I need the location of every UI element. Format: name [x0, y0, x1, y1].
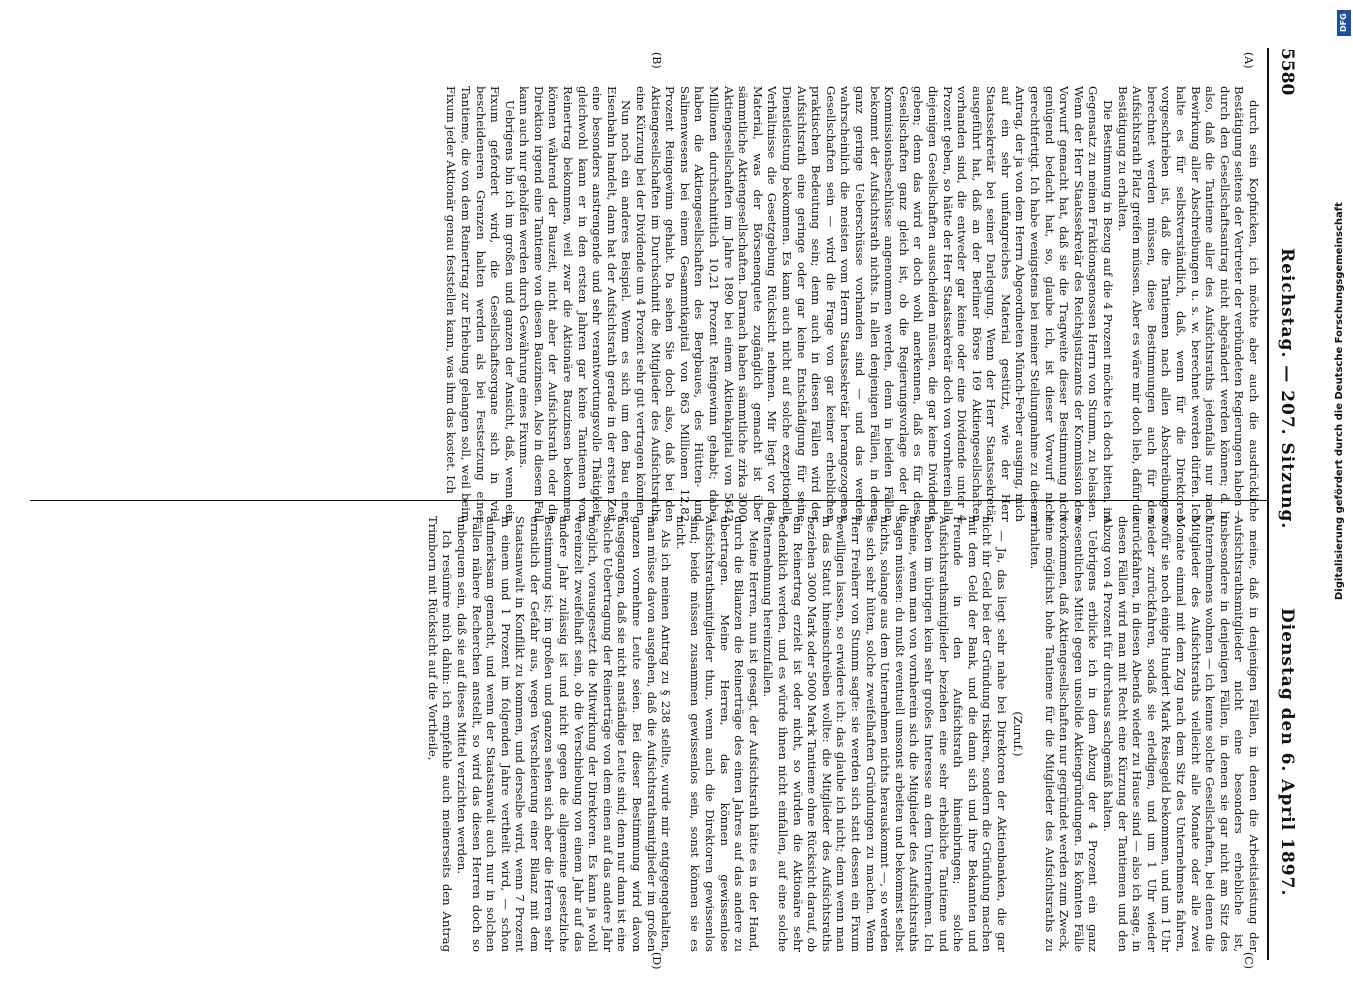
column-divider: [30, 500, 1267, 501]
right-column: [28, 516, 1261, 952]
left-column: [28, 86, 1261, 522]
paragraph: Als ich meinen Antrag zu § 238 stellte, wurde mir entgegengehalten, man müsse davon ausgehen, daß die Aufsichtsrathsmitglieder im großen ganzen vornehme Leute seien. Bei dieser Bestimmung wird davon ausgegangen, daß sie nicht anständige Leute sind; denn nur dann ist eine solche Uebertragung der Reinerträge von dem einen auf das andere Jahr möglich, vorausgesetzt die Mitwirkung der Direktoren. Es kann ja wohl vereinzelt zweifelhaft sein, ob die Verschiebung von einem Jahr auf das andere Jahr zulässig ist und nicht gegen die allgemeine gesetzliche Bestimmung ist; im großen und ganzen sehen sich aber die Herren sehr ernstlich der Gefahr aus, wegen Verschleierung einer Bilanz mit dem Staatsanwalt in Konflikt zu kommen, und derselbe wird, wenn 7 Prozent in einem und 1 Prozent im folgenden Jahre vertheilt wird, — schon aufmerksam gemacht, und wenn der Staatsanwalt auch nur in solchen Fällen nähere Recherchen anstellt, so wird das diesen Herren doch so unbequem sein, daß sie auf dieses Mittel verzichten werden.: [454, 516, 674, 952]
paragraph: Die Bestimmung in Bezug auf die 4 Prozent möchte ich doch bitten, im Gegensatz zu meinen Fraktionsgenossen Herrn von Stumm, zu belassen. Wenn der Herr Staatssekretär des Reichsjustizamts der Kommission den Vorwurf gemacht hat, daß sie die Tragweite dieser Bestimmung nicht genügend bedacht hat, so, glaube ich, ist dieser Vorwurf nicht gerechtfertigt. Ich habe wenigstens bei meiner Stellungnahme zu diesem Antrag, der ja von dem Herrn Abgeordneten Münch-Ferber ausging, mich auf ein sehr umfangreiches Material gestützt, wie der Herr Staatssekretär bei seiner Darlegung. Wenn der Herr Staatssekretär ausgeführt hat, daß an der Berliner Börse 169 Aktiengesellschaften vorhanden sind, die entweder gar keine oder eine Dividende unter 4 Prozent geben, so hätte der Herr Staatssekretär doch von vornherein alle diejenigen Gesellschaften ausscheiden müssen, die gar keine Dividende geben; denn das wird er doch wohl anerkennen, daß es für diese Gesellschaften ganz gleich ist, ob die Regierungsvorlage oder die Kommissionsbeschlüsse angenommen werden, denn in beiden Fällen bekommt der Aufsichtsrath nichts. In allen denjenigen Fällen, in denen ganz geringe Ueberschüsse vorhanden sind — und das werden wahrscheinlich die meisten vom Herrn Staatssekretär herangezogenen Gesellschaften sein — wird die Frage von gar keiner erheblichen praktischen Bedeutung sein; denn auch in diesen Fällen wird der Aufsichtsrath eine geringe oder gar keine Entschädigung für seine Dienstleistung bekommen. Es kann auch nicht auf solche exzeptionelle Verhältnisse die Gesetzgebung Rücksicht nehmen. Mir liegt vor das Material, was der Börsenenquete zugänglich gemacht ist über sämmtliche Aktiengesellschaften. Darnach haben sämmtliche zirka 3000 Aktiengesellschaften im Jahre 1890 bei einem Aktienkapital von 5642 Millionen durchschnittlich 10,21 Prozent Reingewinn gehabt; dabei haben die Aktiengesellschaften des Bergbaues, des Hütten- und Salinenwesens bei einem Gesammtkapital von 863 Millionen 12,82 Prozent Reingewinn gehabt. Da sehen Sie doch also, daß bei den Aktiengesellschaften im Durchschnitt die Mitglieder des Aufsichtsraths eine Kürzung bei der Dividende um 4 Prozent sehr gut vertragen können.: [634, 86, 1116, 522]
paragraph: Uebrigens bin ich im großen und ganzen der Ansicht, daß, wenn ein Fixum gefordert wird, die Gesellschaftsorgane sich in viel bescheideneren Grenzen halten werden als bei Festsetzung einer Tantieme, die von dem Reinertrag zur Erhebung gelangen soll, weil beim Fixum jeder Aktionär genau feststellen kann, was ihm das kostet. Ich: [444, 86, 517, 522]
margin-marker-b: (B): [650, 52, 663, 69]
funding-note: Digitalisierung gefördert durch die Deutsche Forschungsgemeinschaft: [1334, 202, 1345, 600]
margin-marker-c: (C): [1242, 952, 1255, 969]
date-title: Dienstag den 6. April 1897.: [1277, 608, 1297, 897]
page-header: [1269, 48, 1301, 960]
paragraph: meine, daß in denjenigen Fällen, in denen die Arbeitsleistung der Aufsichtsrathsmitglieder nicht eine besonders erhebliche ist, insbesondere in denjenigen Fällen, in denen sie gar nicht am Sitz des Unternehmens wohnen — ich kenne solche Gesellschaften, bei denen die Mitglieder des Aufsichtsraths vielleicht alle Monate oder alle zwei Monate einmal mit dem Zug nach dem Sitz des Unternehmens fahren, wofür sie noch einige Hundert Mark Reisegeld bekommen, und um 1 Uhr wieder zurückfahren, sodaß sie erledigen, und um 1 Uhr wieder zurückfahren, in diesen Abends wieder zu Hause sind — also ich sage, in diesen Fällen wird man mit Recht eine Kürzung der Tantiemen und den Abzug von 4 Prozent für durchaus sachgemäß halten.: [1101, 516, 1261, 952]
paragraph: — Ja, das liegt sehr nahe bei Direktoren der Aktienbanken, die gar nicht ihr Geld bei der Gründung riskiren, sondern die Gründung machen mit dem Geld der Bank, und die dann sich und ihre Bekannten und Freunde in den Aufsichtsrath hineinbringen; solche Aufsichtsrathsmitglieder beziehen eine sehr erhebliche Tantieme und haben im übrigen kein sehr großes Interesse an dem Unternehmen. Ich meine, wenn man von vornherein sich die Mitglieder des Aufsichtsraths sagen müssen: du mußt eventuell umsonst arbeiten und bekommst selbst nichts, solange aus dem Unternehmen nichts herauskommt —, so werden sie sich sehr hüten, solche zweifelhaften Gründungen zu machen. Wenn Herr Freiherr von Stumm sagte: sie werden sich statt dessen ein Fixum bewilligen lassen, so erwidere ich: das glaube ich nicht; denn wenn man in das Statut hineinschreiben wollte: die Mitglieder des Aufsichtsraths beziehen 3000 Mark oder 5000 Mark Tantieme ohne Rücksicht darauf, ob ein Reinertrag erzielt ist oder nicht, so würden die Aktionäre sehr bedenklich werden, und es würde ihnen nicht einfallen, auf eine solche Unternehmung hereinzufallen.: [761, 516, 1009, 952]
session-title: Reichstag. — 207. Sitzung.: [1277, 248, 1297, 530]
paragraph: Uebrigens erblicke ich in dem Abzug der 4 Prozent ein ganz wesentliches Mittel gegen unsolide Aktiengründungen. Es könnten Fälle vorkommen, daß Aktiengesellschaften nur gegründet werden zum Zweck, eine möglichst hohe Tantieme für die Mitglieder des Aufsichtsraths zu erhalten.: [1028, 516, 1101, 952]
paragraph: Nun noch ein anderes Beispiel. Wenn es sich um den Bau einer Eisenbahn handelt, dann hat der Aufsichtsrath gerade in der ersten Zeit eine besonders anstrengende und sehr verantwortungsvolle Thätigkeit; gleichwohl kann er in den ersten Jahren gar keine Tantiemen vom Reinertrag bekommen, weil zwar die Aktionäre Bauzinsen bekommen können während der Bauzeit, nicht aber der Aufsichtsrath oder die Direktion irgend eine Tantieme von diesen Bauzinsen. Also in diesem Fall kann auch nur geholfen werden durch Gewährung eines Fixums.: [517, 86, 634, 522]
margin-marker-d: (D): [650, 952, 663, 970]
paragraph: durch sein Kopfnicken, ich möchte aber auch die ausdrückliche Bestätigung seitens der Vertreter der verbündeten Regierungen haben — durch den Gesellschaftsantrag nicht abgeändert werden können; d. h. also, daß die Tantieme aller des Aufsichtsraths jedenfalls nur nach Bewirkung aller Abschreibungen u. s. w. berechnet werden dürfen. Ich halte es für selbstverständlich, daß, wenn für die Direktoren vorgeschrieben ist, daß die Tantiemen nach allen Abschreibungen berechnet werden müssen, diese Bestimmungen auch für den Aufsichtsrath Platz greifen müssen. Aber es wäre mir doch lieb, dafür die Bestätigung zu erhalten.: [1115, 86, 1261, 522]
paragraph: Ich resümire mich dahin: ich empfehle auch meinerseits den Antrag Trimborn mit Rücksicht auf die Vortheile,: [425, 516, 455, 952]
dfg-logo: DFG: [1337, 10, 1351, 36]
header-rule: [1267, 48, 1269, 960]
margin-marker-a: (A): [1242, 52, 1255, 69]
paragraph: Meine Herren, nun ist gesagt, der Aufsichtsrath hätte es in der Hand, durch die Bilanzen die Reinerträge des einen Jahres auf das andere zu übertragen. Meine Herren, das können gewissenlose Aufsichtsrathsmitglieder thun, wenn auch die Direktoren gewissenlos sind; beide müssen zusammen gewissenlos sein, sonst können sie es nicht.: [673, 516, 761, 952]
interjection: (Zuruf.): [1011, 711, 1026, 757]
page-number: 5580: [1277, 48, 1297, 96]
